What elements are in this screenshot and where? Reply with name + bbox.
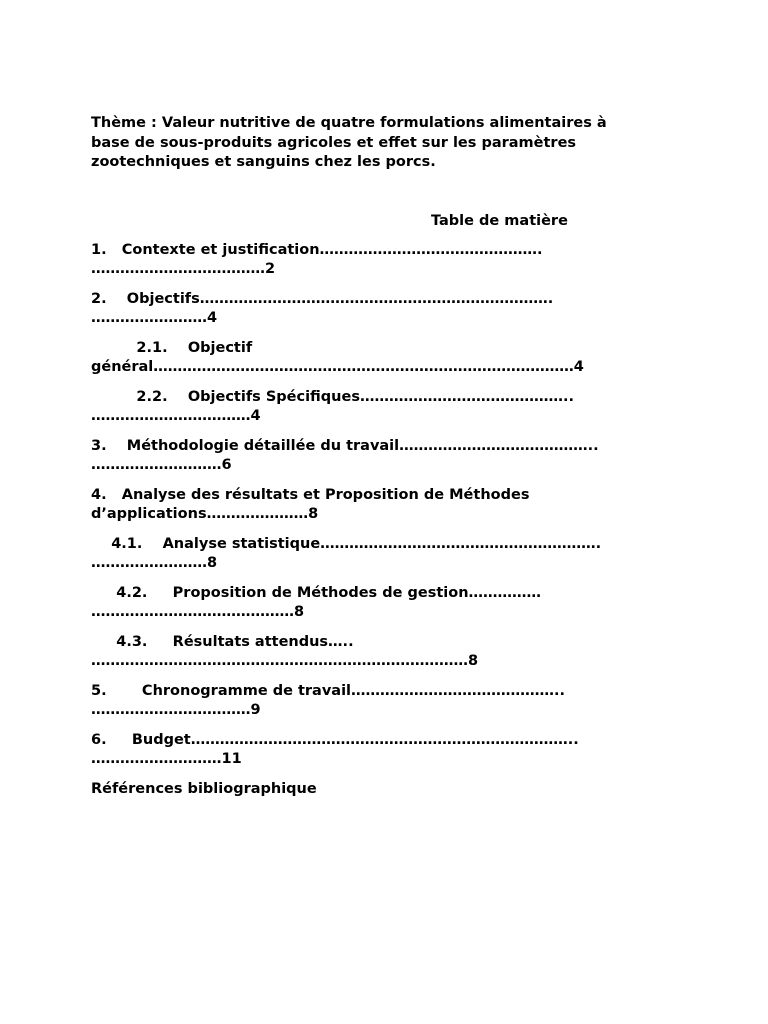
toc-entry-page: d’applications…………………8 [91, 506, 319, 522]
toc-entry-text: 2. Objectifs………………………………………………………………. [91, 290, 554, 307]
toc-entry-text: 4. Analyse des résultats et Proposition de Méthodes [91, 486, 530, 503]
toc-entry-text: 2.2. Objectifs Spécifiques…………………………………….. [91, 388, 574, 405]
theme-line-1: Thème : Valeur nutritive de quatre formulations alimentaires à [91, 115, 607, 131]
theme-heading [91, 114, 671, 173]
toc-entry-2-2 [91, 388, 671, 427]
toc-entry-5 [91, 682, 671, 721]
toc-entry-page: ……………………………9 [91, 702, 261, 718]
toc-entry-page: général……………………………………………………………………………4 [91, 359, 584, 375]
document-page [91, 114, 671, 799]
toc-entry-text: 4.1. Analyse statistique…………………………………………………. [91, 535, 602, 552]
toc-entry-4-2 [91, 584, 671, 623]
toc-entry-text: 4.3. Résultats attendus….. [91, 633, 354, 650]
theme-line-2: base de sous-produits agricoles et effet sur les paramètres [91, 134, 577, 151]
toc-entry-page: ……………………………4 [91, 408, 261, 424]
toc-entry-page: ………………………6 [91, 457, 232, 473]
toc-entry-2-1 [91, 339, 671, 378]
toc-entry-4 [91, 486, 671, 525]
toc-entry-page: ………………………………2 [91, 261, 276, 277]
theme-line-3: zootechniques et sanguins chez les porcs. [91, 154, 436, 170]
toc-entry-4-3 [91, 633, 671, 672]
toc-entry-6 [91, 731, 671, 770]
toc-entry-text: 1. Contexte et justification………………………………………. [91, 241, 543, 258]
toc-title: Table de matière [431, 212, 568, 229]
toc-entry-text: 6. Budget…………………………………………………………………….. [91, 731, 579, 748]
toc-entry-page: ……………………………………8 [91, 604, 305, 620]
toc-entry-text: 3. Méthodologie détaillée du travail………………………………….. [91, 437, 599, 454]
toc-entry-4-1 [91, 535, 671, 574]
toc-entry-page: ……………………4 [91, 310, 218, 326]
toc-entry-text: 5. Chronogramme de travail…………………………………….. [91, 682, 566, 699]
toc-entry-text: 4.2. Proposition de Méthodes de gestion…………… [91, 584, 542, 601]
toc-entry-page: ……………………8 [91, 555, 218, 571]
toc-entry-2 [91, 290, 671, 329]
toc-references: Références bibliographique [91, 780, 317, 797]
toc-entry-1 [91, 241, 671, 280]
toc-entry-page: ………………………11 [91, 751, 242, 767]
toc-entry-text: 2.1. Objectif [91, 339, 253, 356]
toc-entry-page: ……………………………………………………………………8 [91, 653, 479, 669]
toc-entry-3 [91, 437, 671, 476]
